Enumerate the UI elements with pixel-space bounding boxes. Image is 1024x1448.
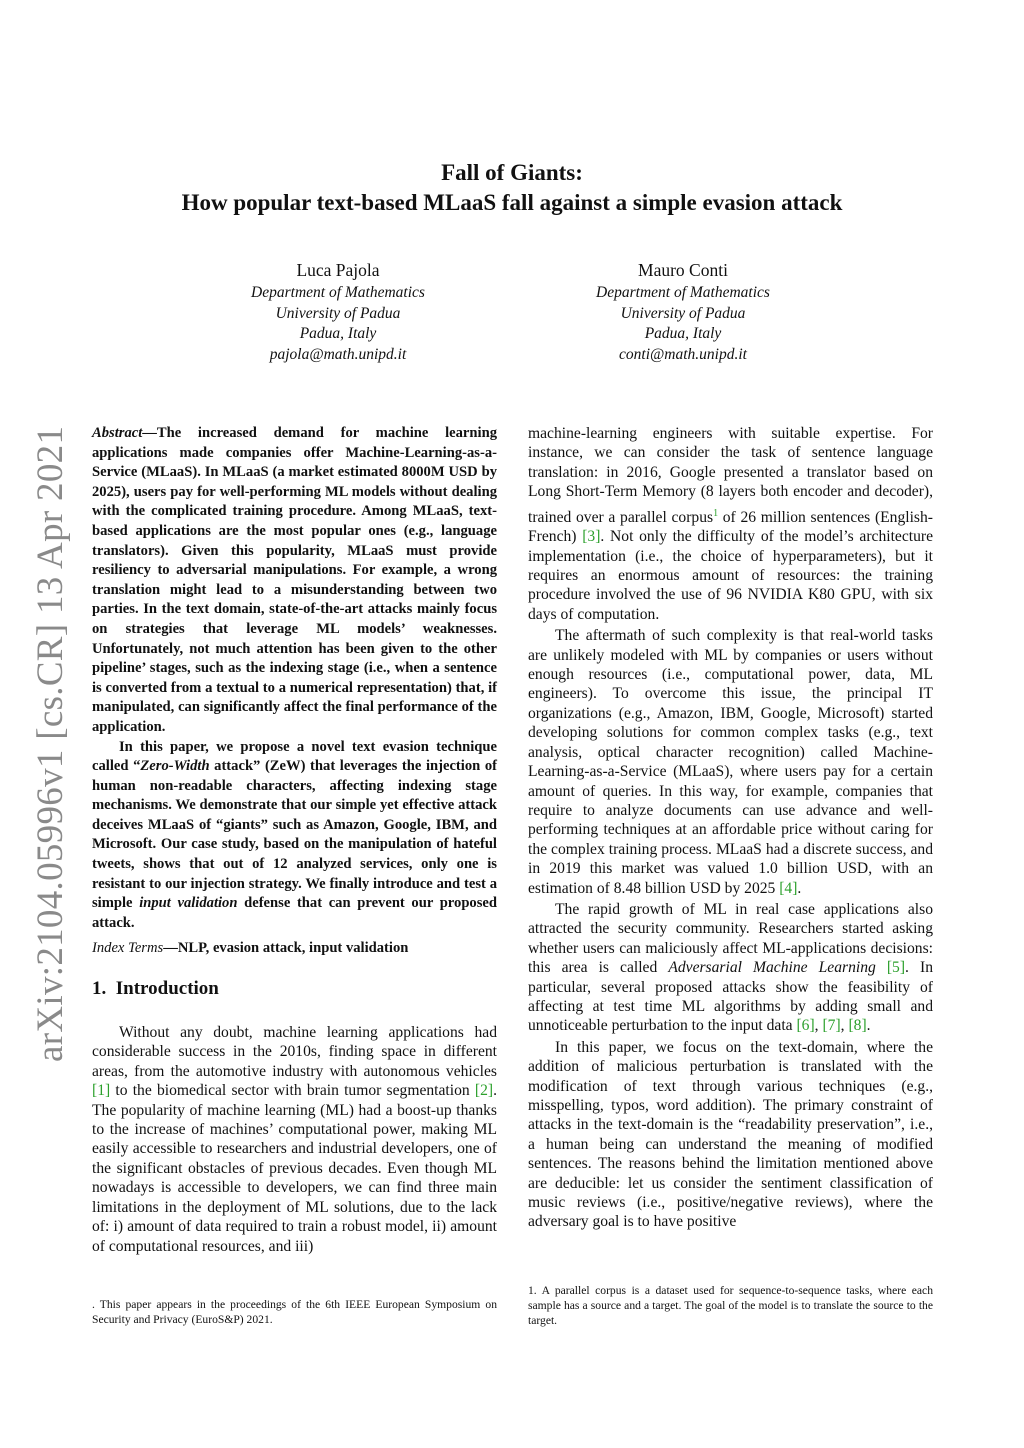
citation-link[interactable]: [3] [582,528,601,546]
footnote-right: 1. A parallel corpus is a dataset used for sequence-to-sequence tasks, where each sample has a source and a target. The goal of the model is to translate the source to the target. [528,1284,933,1327]
author-department: Department of Mathematics [596,284,770,301]
paragraph: In this paper, we focus on the text-domain, where the addition of malicious perturbation is translated with the modification of text through various techniques (e.g., misspelling, typos, word addition). The primary constraint of attacks in the text-domain is the “readability preservation”, i.e., a human being can understand the meaning of modified sentences. The reasons behind the limitation mentioned above are deducible: let us consider the sentiment classification of music reviews (i.e., positive/negative reviews), where the adversary goal is to have positive [528,1038,933,1231]
citation-link[interactable]: [5] [886,959,906,977]
citation-link[interactable]: [6] [796,1017,815,1035]
index-terms: Index Terms—NLP, evasion attack, input validation [92,940,409,957]
right-column [528,424,933,1232]
citation-link[interactable]: [2] [474,1082,494,1100]
author-university: University of Padua [275,304,401,322]
title-line-1: Fall of Giants: [441,160,583,185]
author-department: Department of Mathematics [251,284,425,301]
citation-link[interactable]: [4] [779,879,798,897]
title-line-2: How popular text-based MLaaS fall against a simple evasion attack [181,190,843,215]
footnote-left: . This paper appears in the proceedings of the 6th IEEE European Symposium on Security and Privacy (EuroS&P) 2021. [92,1298,497,1326]
abstract-paragraph-1: Abstract—The increased demand for machine learning applications made companies offer Machine-Learning-as-a-Service (MLaaS). In MLaaS (a market estimated 8000M USD by 2025), users pay for well-performing ML models without dealing with the complicated training procedure. Among MLaaS, text-based applications are the most popular ones (e.g., language translators). Given this popularity, MLaaS must provide resiliency to adversarial manipulations. For example, a wrong translation might lead to a misunderstanding between two parties. In the text domain, state-of-the-art attacks mainly focus on strategies that leverage ML models’ weaknesses. Unfortunately, not much attention has been given to the other pipeline’ stages, such as the indexing stage (i.e., when a sentence is converted from a textual to a numerical representation) that, if manipulated, can significantly affect the final performance of the application. [92,425,497,735]
author-name: Luca Pajola [296,260,380,280]
paper-title [0,158,1024,218]
author-block-2 [523,260,843,365]
author-email: pajola@math.unipd.it [269,345,407,363]
paragraph: The rapid growth of ML in real case applications also attracted the security community. Researchers started asking whether users can maliciously affect ML-applications decisions: this area is called Adversarial Machine Learning [5]. In particular, several proposed attacks show the feasibility of affecting at test time ML algorithms by adding small and unnoticeable perturbation to the input data [6], [7], [8]. [528,900,933,1035]
left-column [92,424,497,1256]
paragraph: machine-learning engineers with suitable expertise. For instance, we can consider the task of sentence language translation: in 2016, Google presented a translator based on Long Short-Term Memory (8 layers both encoder and decoder), trained over a parallel corpus$^1$ of 26 million sentences (English-French) [3]. Not only the difficulty of the model’s architecture implementation (i.e., the choice of hyperparameters), but it requires an enormous amount of resources: the training procedure involved the use of 96 NVIDIA K80 GPU, with six days of computation. [528,425,933,623]
abstract [92,424,497,933]
citation-link[interactable]: [1] [92,1082,111,1100]
footnote-marker[interactable]: 1 [713,507,719,519]
citation-link[interactable]: [7] [822,1017,841,1035]
section-heading: 1. Introduction [92,978,219,1000]
author-location: Padua, Italy [644,325,722,342]
intro-paragraph: Without any doubt, machine learning applications had considerable success in the 2010s, finding space in different areas, from the automotive industry with autonomous vehicles [1] to the biomedical sector with brain tumor segmentation [2]. The popularity of machine learning (ML) had a boost-up thanks to the increase of machines’ computational power, making ML easily accessible to researchers and industrial developers, one of the significant obstacles of previous decades. Even though ML nowadays is accessible to developers, we can find three main limitations in the deployment of ML solutions, due to the lack of: i) amount of data required to train a robust model, ii) amount of computational resources, and iii) [92,1024,497,1255]
author-location: Padua, Italy [299,325,377,342]
index-terms-label: Index Terms [92,940,164,957]
author-block-1 [178,260,498,365]
abstract-paragraph-2: In this paper, we propose a novel text evasion technique called “Zero-Width attack” (ZeW) that leverages the injection of human non-readable characters, affecting indexing stage mechanisms. We demonstrate that our simple yet effective attack deceives MLaaS of “giants” such as Amazon, Google, IBM, and Microsoft. Our case study, based on the manipulation of hateful tweets, shows that out of 12 analyzed services, only one is resistant to our injection strategy. We finally introduce and test a simple input validation defense that can prevent our proposed attack. [92,738,498,931]
arxiv-stamp: arXiv:2104.05996v1 [cs.CR] 13 Apr 2021 [30,425,71,1062]
author-name: Mauro Conti [638,260,728,280]
paragraph: The aftermath of such complexity is that real-world tasks are unlikely modeled with ML by companies or users without enough resources (i.e., computational power, data, ML engineers). To overcome this issue, the principal IT organizations (e.g., Amazon, IBM, Google, Microsoft) started developing solutions for common complex tasks (e.g., text analysis, optical character recognition) called Machine-Learning-as-a-Service (MLaaS), where users pay for a certain amount of queries. In this way, for example, companies that require to analyze documents can use advance and well-performing techniques at an affordable price without caring for the complex training process. MLaaS had a discrete success, and in 2019 this market was valued 1.0 billion USD, with an estimation of 8.48 billion USD by 2025 [4]. [528,627,933,897]
citation-link[interactable]: [8] [848,1017,867,1035]
author-email: conti@math.unipd.it [619,345,747,363]
author-university: University of Padua [620,304,746,322]
abstract-label: Abstract [92,425,143,441]
